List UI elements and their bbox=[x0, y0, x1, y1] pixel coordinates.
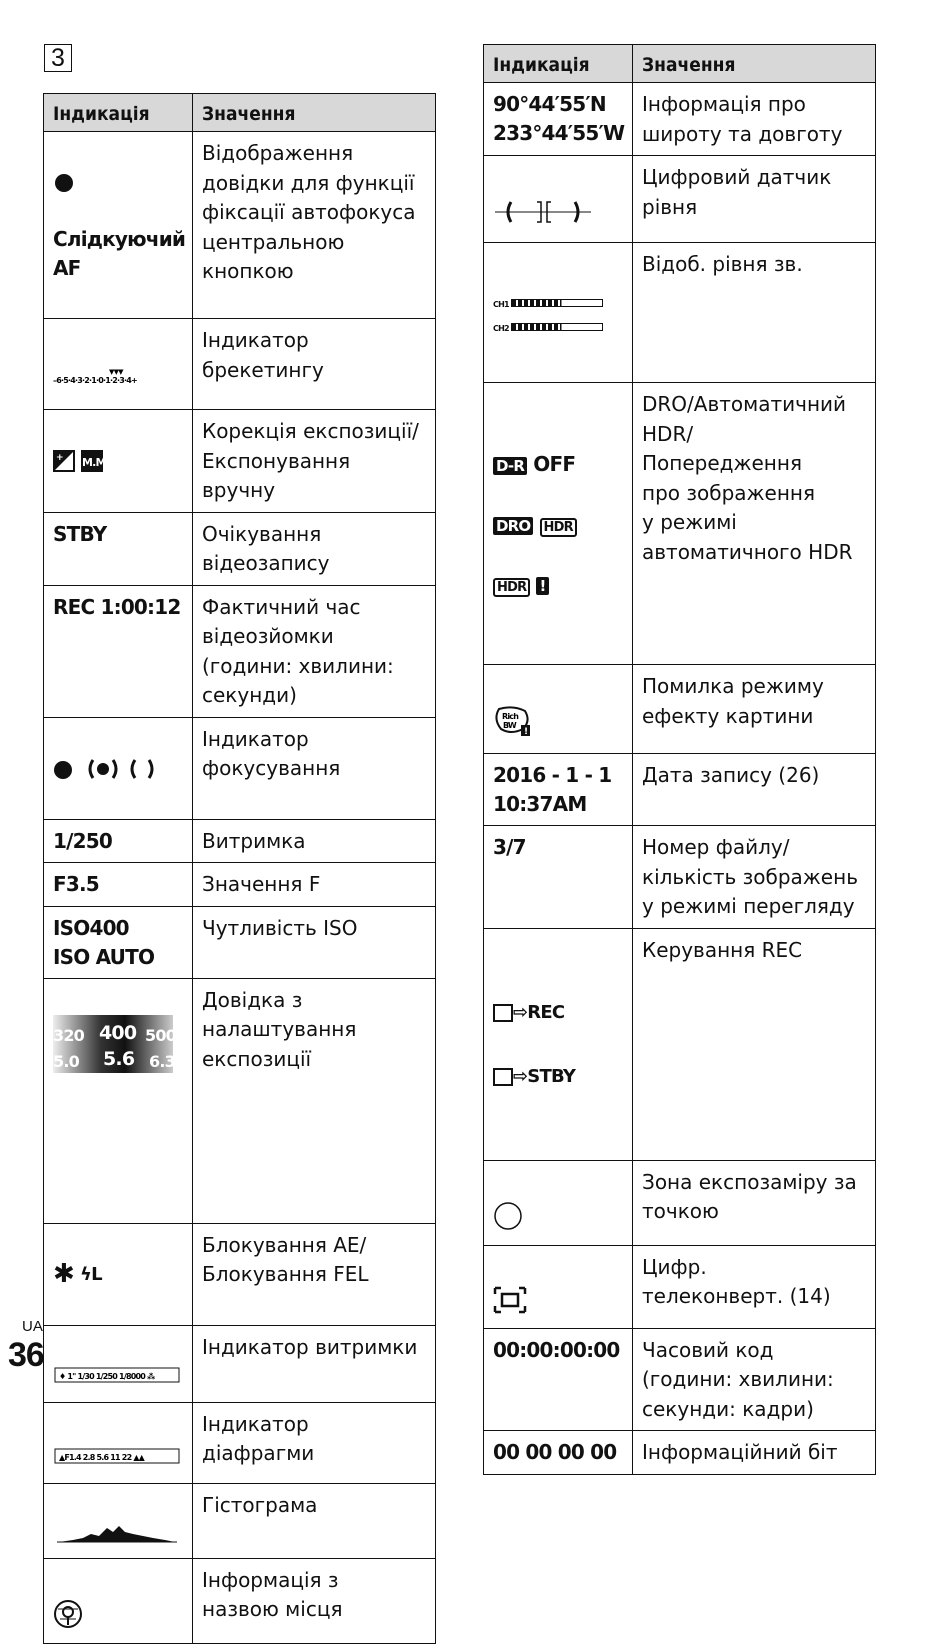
page-number: 36 bbox=[8, 1336, 44, 1374]
meaning-text: Цифровий датчик рівня bbox=[633, 156, 876, 243]
indication-text: F3.5 bbox=[44, 863, 193, 907]
place-name-icon bbox=[53, 1599, 83, 1629]
guide-value: 500 bbox=[145, 1025, 176, 1045]
meaning-text: Індикатор брекетингу bbox=[193, 319, 436, 410]
table-row bbox=[484, 665, 876, 754]
table-row bbox=[484, 243, 876, 383]
meaning-text: Індикатор діафрагми bbox=[193, 1402, 436, 1483]
meaning-text: Часовий код (години: хвилини: секунди: кадри) bbox=[633, 1328, 876, 1431]
audio-level-icon bbox=[493, 287, 623, 347]
column-header-meaning: Значення bbox=[193, 94, 436, 132]
exposure-manual-icon bbox=[53, 446, 183, 476]
table-row bbox=[44, 1325, 436, 1402]
table-row bbox=[484, 928, 876, 1160]
table-row bbox=[44, 978, 436, 1223]
indication-text: REC 1:00:12 bbox=[44, 585, 193, 717]
channel-label: CH2 bbox=[493, 324, 509, 333]
meaning-text: Зона експозаміру за точкою bbox=[633, 1160, 876, 1245]
meaning-text: Фактичний час відеозйомки (години: хвилини: секунди) bbox=[193, 585, 436, 717]
table-row bbox=[484, 156, 876, 243]
meaning-text: Індикатор фокусування bbox=[193, 717, 436, 819]
table-row bbox=[44, 1558, 436, 1643]
meaning-text: Помилка режиму ефекту картини bbox=[633, 665, 876, 754]
table-row bbox=[484, 826, 876, 929]
dro-hdr-icon bbox=[493, 419, 623, 629]
table-row bbox=[44, 132, 436, 319]
dro-label: HDR bbox=[540, 518, 577, 537]
indication-table-right bbox=[483, 44, 876, 1475]
indication-table-left bbox=[43, 93, 436, 1644]
indication-text: STBY bbox=[44, 512, 193, 585]
rec-control-icon: ⇨REC ⇨STBY bbox=[493, 965, 623, 1125]
indication-text: Слідкуючий AF bbox=[53, 227, 186, 280]
table-row bbox=[484, 383, 876, 665]
indication-text: 90°44′55′N 233°44′55′W bbox=[484, 83, 633, 156]
table-row bbox=[44, 717, 436, 819]
level-gauge-icon bbox=[493, 196, 593, 228]
svg-text:+: + bbox=[56, 453, 63, 463]
meaning-text: Корекція експозиції/ Експонування вручну bbox=[193, 410, 436, 513]
indication-text: 2016 - 1 - 1 10:37AM bbox=[484, 754, 633, 826]
indication-text: 00 00 00 00 bbox=[484, 1431, 633, 1475]
svg-text:▼▼▼: ▼▼▼ bbox=[109, 368, 123, 376]
meaning-text: DRO/Автоматичний HDR/ Попередження про зображення у режимі автоматичного HDR bbox=[633, 383, 876, 665]
table-row bbox=[44, 863, 436, 907]
indication-text: 1/250 bbox=[44, 819, 193, 863]
guide-value: 5.6 bbox=[103, 1047, 135, 1070]
indication-text: 00:00:00:00 bbox=[484, 1328, 633, 1431]
meaning-text: Чутливість ISO bbox=[193, 906, 436, 978]
meaning-text: Індикатор витримки bbox=[193, 1325, 436, 1402]
meaning-text: Інформація з назвою місця bbox=[193, 1558, 436, 1643]
focus-indicator-icon bbox=[53, 754, 183, 784]
svg-text:BW: BW bbox=[503, 721, 516, 730]
dro-label: D-R bbox=[493, 457, 527, 475]
ae-lock-icon: ✱ ϟL bbox=[53, 1259, 102, 1289]
table-row bbox=[44, 1223, 436, 1325]
guide-value: 5.0 bbox=[53, 1051, 79, 1071]
dro-label: DRO bbox=[493, 517, 533, 535]
meaning-text: Очікування відеозапису bbox=[193, 512, 436, 585]
table-row bbox=[484, 83, 876, 156]
meaning-text: Керування REC bbox=[633, 928, 876, 1160]
indication-text: 3/7 bbox=[484, 826, 633, 929]
table-row bbox=[44, 1483, 436, 1558]
table-row bbox=[484, 1431, 876, 1475]
meaning-text: Інформація про широту та довготу bbox=[633, 83, 876, 156]
table-row bbox=[44, 819, 436, 863]
table-row bbox=[44, 906, 436, 978]
dro-label: HDR bbox=[493, 578, 530, 597]
svg-text:▲F1.4 2.8 5.6 11 22 ▲▲: ▲F1.4 2.8 5.6 11 22 ▲▲ bbox=[59, 1452, 145, 1462]
guide-value: 320 bbox=[53, 1025, 84, 1045]
column-header-meaning: Значення bbox=[633, 45, 876, 83]
meaning-text: Дата запису (26) bbox=[633, 754, 876, 826]
table-row bbox=[44, 1402, 436, 1483]
meaning-text: Блокування АЕ/ Блокування FEL bbox=[193, 1223, 436, 1325]
section-number: 3 bbox=[44, 44, 72, 72]
svg-text:M.M: M.M bbox=[82, 456, 106, 469]
table-row bbox=[44, 585, 436, 717]
histogram-icon bbox=[53, 1520, 181, 1544]
bracketing-scale-icon bbox=[53, 355, 181, 395]
table-row bbox=[484, 1160, 876, 1245]
table-row bbox=[484, 1245, 876, 1328]
meaning-text: Гістограма bbox=[193, 1483, 436, 1558]
meaning-text: Номер файлу/ кількість зображень у режимі перегляду bbox=[633, 826, 876, 929]
meaning-text: Значення F bbox=[193, 863, 436, 907]
indication-text: ISO400 ISO AUTO bbox=[44, 906, 193, 978]
column-header-indication: Індикація bbox=[44, 94, 193, 132]
guide-value: 6.3 bbox=[149, 1051, 175, 1071]
exposure-guide-icon bbox=[53, 1015, 176, 1073]
table-row bbox=[44, 512, 436, 585]
table-row bbox=[484, 1328, 876, 1431]
rec-label: REC bbox=[527, 1001, 565, 1023]
spot-metering-icon bbox=[493, 1201, 523, 1231]
svg-text:♦ 1" 1/30 1/250 1/8000 ⁂: ♦ 1" 1/30 1/250 1/8000 ⁂ bbox=[59, 1371, 155, 1381]
meaning-text: Відображення довідки для функції фіксації автофокуса центральною кнопкою bbox=[193, 132, 436, 319]
column-header-indication: Індикація bbox=[484, 45, 633, 83]
rec-label: STBY bbox=[527, 1065, 576, 1087]
table-header-row bbox=[484, 45, 876, 83]
meaning-text: Витримка bbox=[193, 819, 436, 863]
svg-text:–6·5·4·3·2·1·0·1·2·3·4+: –6·5·4·3·2·1·0·1·2·3·4+ bbox=[53, 376, 137, 385]
table-row bbox=[484, 754, 876, 826]
table-row bbox=[44, 319, 436, 410]
meaning-text: Інформаційний біт bbox=[633, 1431, 876, 1475]
meaning-text: Відоб. рівня зв. bbox=[633, 243, 876, 383]
filled-circle-icon bbox=[55, 174, 73, 192]
dro-label: ! bbox=[536, 577, 548, 595]
language-code: UA bbox=[22, 1318, 43, 1335]
svg-text:Rich: Rich bbox=[502, 712, 519, 721]
meaning-text: Довідка з налаштування експозиції bbox=[193, 978, 436, 1223]
meaning-text: Цифр. телеконверт. (14) bbox=[633, 1245, 876, 1328]
digital-zoom-icon bbox=[493, 1286, 527, 1314]
guide-value: 400 bbox=[99, 1021, 137, 1044]
table-row bbox=[44, 410, 436, 513]
rich-bw-icon bbox=[493, 705, 533, 739]
channel-label: CH1 bbox=[493, 300, 509, 309]
table-header-row bbox=[44, 94, 436, 132]
svg-text:!: ! bbox=[524, 727, 528, 737]
dro-label: OFF bbox=[533, 452, 576, 476]
shutter-scale-icon bbox=[53, 1362, 181, 1388]
aperture-scale-icon bbox=[53, 1439, 181, 1469]
